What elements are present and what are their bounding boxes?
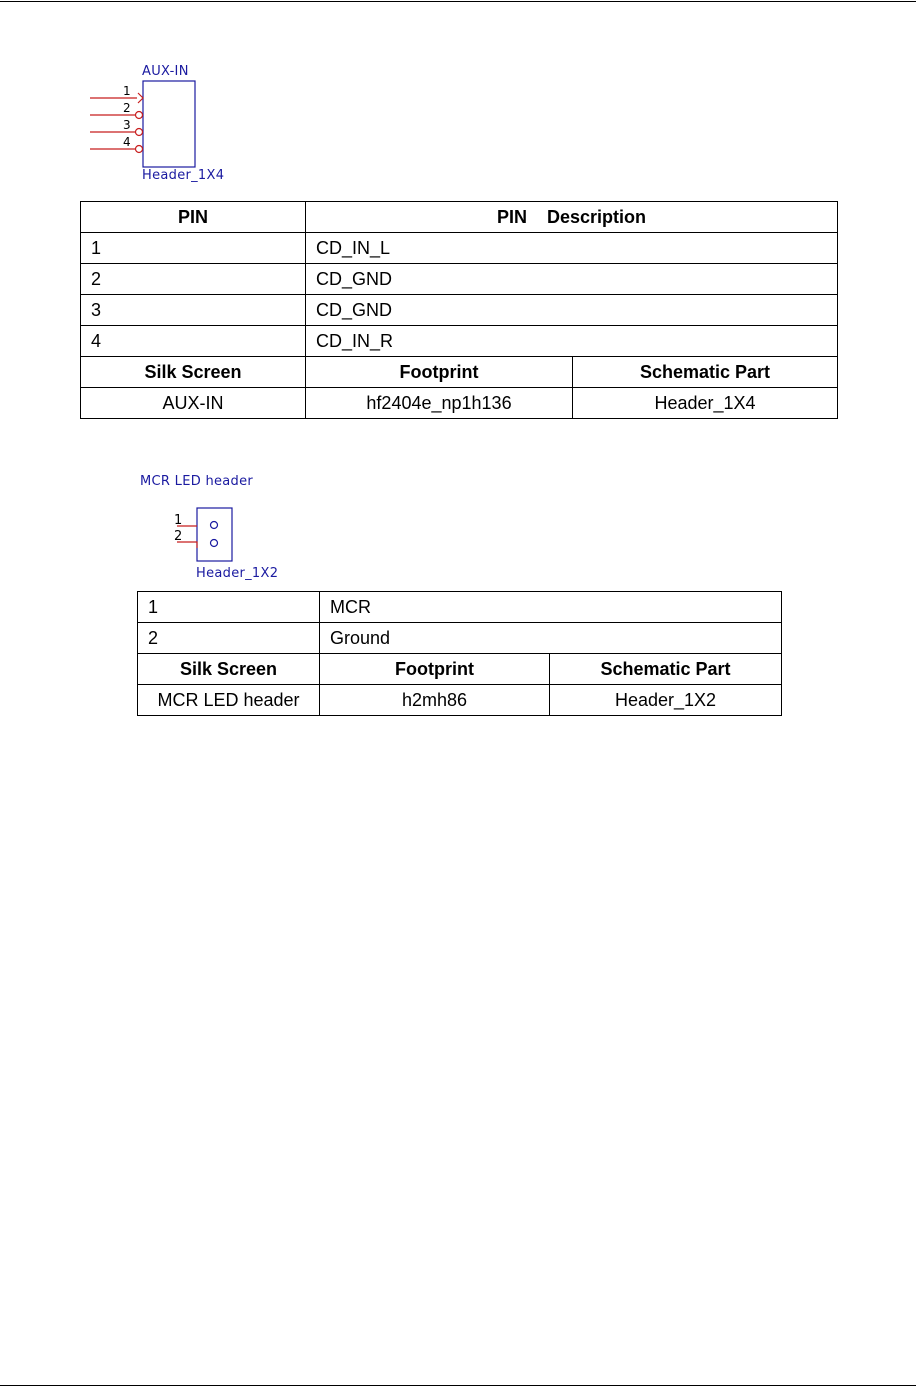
table-row [81,233,838,264]
table-header-row [81,202,838,233]
part-header-row [138,654,782,685]
pin-description: Ground [320,623,782,654]
pin-number: 1 [81,233,306,264]
pin-1-wire [90,93,143,103]
pin-number: 1 [138,592,320,623]
footprint-header: Footprint [306,357,573,388]
pin-number-2: 2 [123,101,131,115]
pin-column-header: PIN [81,202,306,233]
silk-screen-header: Silk Screen [81,357,306,388]
header-rule [0,1,916,2]
table-row [138,623,782,654]
part-row [138,685,782,716]
pin-number-1: 1 [174,513,183,528]
pin-description: MCR [320,592,782,623]
aux-in-ref-label: AUX-IN [142,64,189,79]
silk-screen-value: MCR LED header [138,685,320,716]
aux-in-part-label: Header_1X4 [142,168,225,183]
mcr-led-symbol [140,472,340,587]
header-body [197,508,232,561]
pin-3-wire [90,129,143,136]
aux-in-symbol [90,62,250,187]
schematic-part-value: Header_1X4 [573,388,838,419]
silk-screen-value: AUX-IN [81,388,306,419]
header-body [143,81,195,167]
table-row [81,326,838,357]
description-column-header: PIN Description [306,202,838,233]
table-row [138,592,782,623]
pin-number: 3 [81,295,306,326]
footer-rule [0,1385,916,1386]
pin-description: CD_IN_L [306,233,838,264]
table-row [81,295,838,326]
footprint-value: h2mh86 [320,685,550,716]
footprint-header: Footprint [320,654,550,685]
pin-number-4: 4 [123,135,131,149]
mcr-led-ref-label: MCR LED header [140,474,254,489]
pin-number: 2 [138,623,320,654]
table-row [81,264,838,295]
pin-1-pad [211,522,218,529]
pin-number-3: 3 [123,118,131,132]
mcr-led-part-label: Header_1X2 [196,566,279,581]
pin-4-wire [90,146,143,153]
pin-number-1: 1 [123,84,131,98]
schematic-part-header: Schematic Part [573,357,838,388]
schematic-part-value: Header_1X2 [550,685,782,716]
footprint-value: hf2404e_np1h136 [306,388,573,419]
aux-in-pin-table [80,201,838,419]
pin-description: CD_GND [306,264,838,295]
pin-description: CD_GND [306,295,838,326]
pin-description: CD_IN_R [306,326,838,357]
pin-number-2: 2 [174,529,183,544]
part-header-row [81,357,838,388]
pin-number: 4 [81,326,306,357]
mcr-led-pin-table [137,591,782,716]
pin-2-wire [90,112,143,119]
pin-number: 2 [81,264,306,295]
part-row [81,388,838,419]
pin-2-pad [211,540,218,547]
silk-screen-header: Silk Screen [138,654,320,685]
schematic-part-header: Schematic Part [550,654,782,685]
